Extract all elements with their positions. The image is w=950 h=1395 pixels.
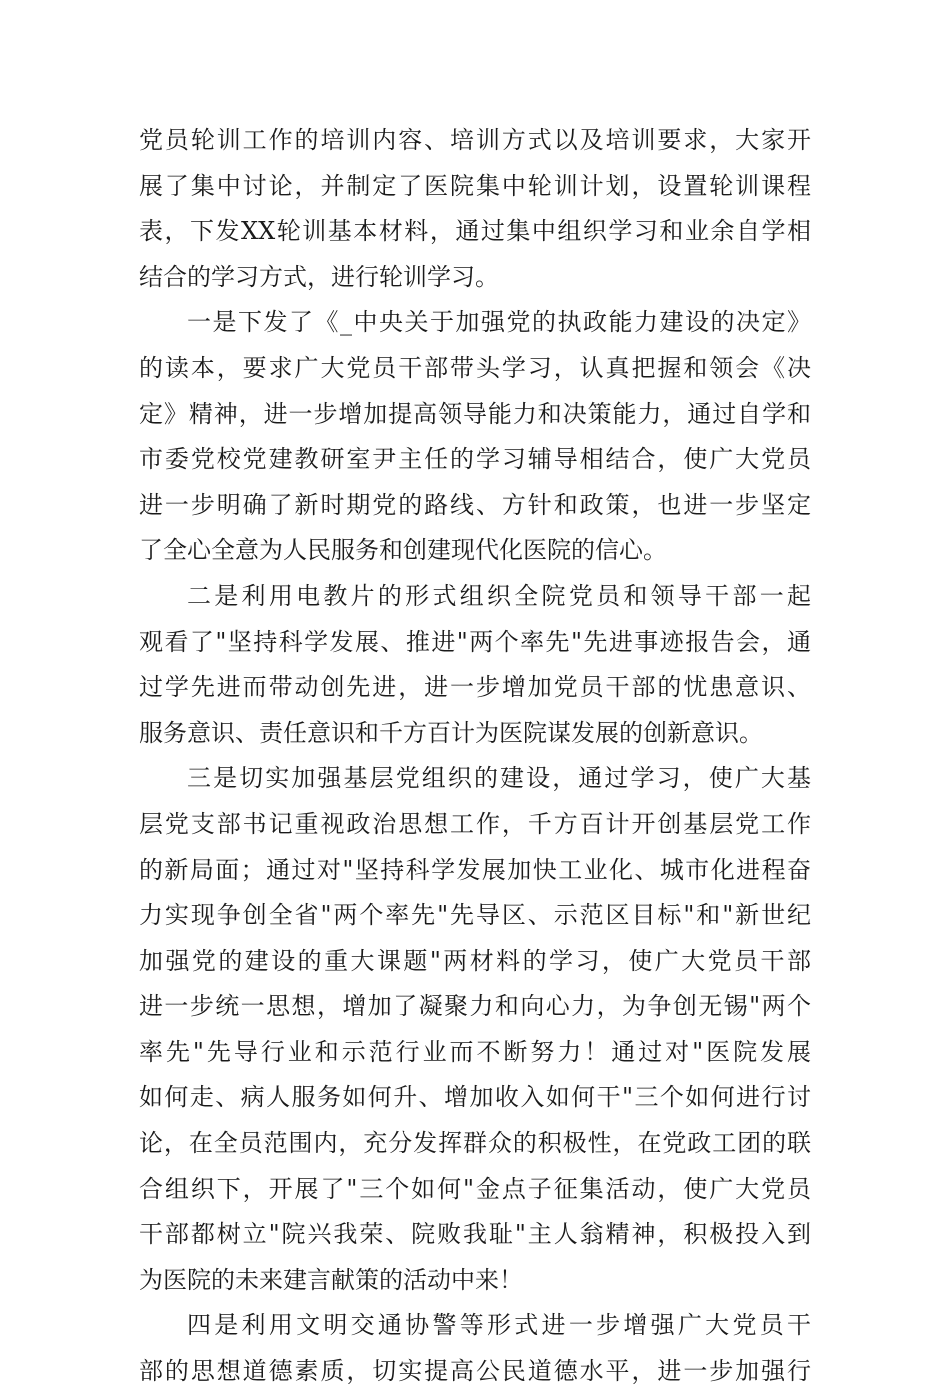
text-line: 展了集中讨论，并制定了医院集中轮训计划，设置轮训课程 [139,171,811,200]
text-line: 干部都树立"院兴我荣、院败我耻"主人翁精神，积极投入到 [139,1220,811,1249]
paragraph-first-line: 一是下发了《_中央关于加强党的执政能力建设的决定》 [187,308,811,337]
text-line: 层党支部书记重视政治思想工作，千方百计开创基层党工作 [139,809,811,838]
text-line: 部的思想道德素质，切实提高公民道德水平，进一步加强行 [139,1357,811,1386]
paragraph-first-line: 三是切实加强基层党组织的建设，通过学习，使广大基 [187,764,811,793]
text-line: 合组织下，开展了"三个如何"金点子征集活动，使广大党员 [139,1174,811,1203]
text-line: 定》精神，进一步增加提高领导能力和决策能力，通过自学和 [139,399,811,428]
text-line: 为医院的未来建言献策的活动中来！ [139,1265,523,1294]
body-text [139,118,811,1395]
text-line: 结合的学习方式，进行轮训学习。 [139,262,499,291]
text-line: 市委党校党建教研室尹主任的学习辅导相结合，使广大党员 [139,445,811,474]
text-line: 服务意识、责任意识和千方百计为医院谋发展的创新意识。 [139,718,763,747]
text-line: 的新局面；通过对"坚持科学发展加快工业化、城市化进程奋 [139,855,811,884]
text-line: 党员轮训工作的培训内容、培训方式以及培训要求，大家开 [139,126,811,154]
text-line: 了全心全意为人民服务和创建现代化医院的信心。 [139,536,667,565]
text-line: 表，下发XX轮训基本材料，通过集中组织学习和业余自学相 [139,217,811,246]
text-line: 过学先进而带动创先进，进一步增加党员干部的忧患意识、 [139,673,811,702]
text-line: 进一步统一思想，增加了凝聚力和向心力，为争创无锡"两个 [139,992,811,1021]
paragraph-first-line: 二是利用电教片的形式组织全院党员和领导干部一起 [187,581,811,610]
text-line: 加强党的建设的重大课题"两材料的学习，使广大党员干部 [139,946,811,975]
paragraph-first-line: 四是利用文明交通协警等形式进一步增强广大党员干 [187,1311,811,1340]
text-line: 率先"先导行业和示范行业而不断努力！通过对"医院发展 [139,1037,811,1066]
text-line: 的读本，要求广大党员干部带头学习，认真把握和领会《决 [139,353,811,382]
text-line: 如何走、病人服务如何升、增加收入如何干"三个如何进行讨 [139,1083,811,1112]
text-line: 力实现争创全省"两个率先"先导区、示范区目标"和"新世纪 [139,901,811,930]
text-line: 观看了"坚持科学发展、推进"两个率先"先进事迹报告会，通 [139,627,811,656]
text-line: 进一步明确了新时期党的路线、方针和政策，也进一步坚定 [139,490,811,519]
text-line: 论，在全员范围内，充分发挥群众的积极性，在党政工团的联 [139,1129,811,1158]
